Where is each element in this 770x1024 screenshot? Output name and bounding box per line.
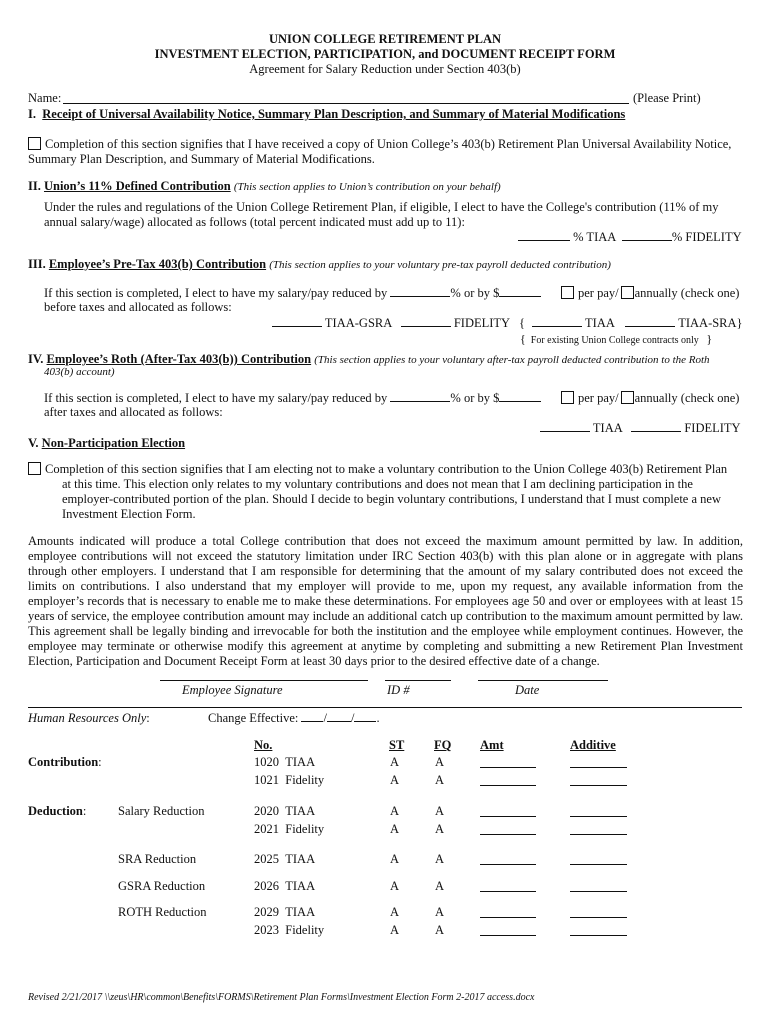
row-st: A xyxy=(390,852,400,866)
row-fq: A xyxy=(435,923,445,937)
section4-heading xyxy=(28,352,710,367)
row-fq: A xyxy=(435,822,445,836)
date-line[interactable] xyxy=(478,680,608,681)
pretax-per-pay-checkbox[interactable] xyxy=(561,286,574,299)
roth-tiaa-label: TIAA xyxy=(592,421,623,435)
table-row xyxy=(254,804,315,819)
section4-note-line2: 403(b) account) xyxy=(44,366,115,378)
section5-text-line3: employer-contributed portion of the plan. Should I decide to begin voluntary contributions, I understand that I must complete a new xyxy=(62,492,721,506)
footnote-text: For existing Union College contracts only xyxy=(530,335,699,346)
footnote-brace-open: { xyxy=(520,332,526,346)
row-st: A xyxy=(390,773,400,787)
form-title-line2: INVESTMENT ELECTION, PARTICIPATION, and DOCUMENT RECEIPT FORM xyxy=(154,47,616,61)
signature-line[interactable] xyxy=(160,680,368,681)
tiaa-sra-label: TIAA-SRA} xyxy=(678,316,743,330)
effective-day-input[interactable] xyxy=(327,711,351,722)
id-line[interactable] xyxy=(385,680,451,681)
row-code: 2021 xyxy=(254,822,279,836)
section3-note: (This section applies to your voluntary pre-tax payroll deducted contribution) xyxy=(269,259,611,271)
pretax-percent-label: % or by $ xyxy=(450,286,500,300)
roth-percent-input[interactable] xyxy=(390,391,450,402)
table-row xyxy=(254,822,324,837)
section5-number: V. xyxy=(28,436,39,450)
section1-heading xyxy=(28,107,625,122)
row-code: 2029 xyxy=(254,905,279,919)
table-row xyxy=(254,879,315,894)
section1-text-line2: Summary Plan Description, and Summary of Material Modifications. xyxy=(28,152,375,166)
table-row xyxy=(254,905,315,920)
row-amt-input[interactable] xyxy=(480,834,536,835)
col-header-amt: Amt xyxy=(480,738,504,752)
row-additive-input[interactable] xyxy=(570,816,627,817)
section2-title: Union’s 11% Defined Contribution xyxy=(43,179,231,193)
section1-checkbox[interactable] xyxy=(28,137,41,150)
name-input-line[interactable] xyxy=(63,103,629,104)
pretax-per-pay-label: per pay/ xyxy=(578,286,619,300)
brace-open: { xyxy=(518,316,525,330)
row-code: 1020 xyxy=(254,755,279,769)
row-code: 2026 xyxy=(254,879,279,893)
section3-heading xyxy=(28,257,611,272)
tiaa-sra-input[interactable] xyxy=(625,316,675,327)
name-label: Name: xyxy=(28,91,62,105)
section4-election-text xyxy=(44,391,541,406)
row-fund: Fidelity xyxy=(285,923,325,937)
row-group-label: Salary Reduction xyxy=(118,804,205,818)
row-additive-input[interactable] xyxy=(570,864,627,865)
row-additive-input[interactable] xyxy=(570,891,627,892)
section1-text-line1: Completion of this section signifies that I have received a copy of Union College’s 403(b) Retirement Plan Universal Availability Notice, xyxy=(45,137,732,151)
pretax-fidelity-input[interactable] xyxy=(401,316,451,327)
pretax-annually-checkbox[interactable] xyxy=(621,286,634,299)
row-amt-input[interactable] xyxy=(480,816,536,817)
effective-month-input[interactable] xyxy=(301,711,323,722)
form-subtitle: Agreement for Salary Reduction under Section 403(b) xyxy=(249,62,521,76)
deduction-label-text: Deduction xyxy=(28,804,83,818)
name-print-hint: (Please Print) xyxy=(633,91,701,105)
date-slash-2: / xyxy=(350,711,355,725)
section1-text xyxy=(28,137,731,152)
roth-annually-checkbox[interactable] xyxy=(621,391,634,404)
section4-allocation xyxy=(540,421,741,436)
row-fund: TIAA xyxy=(285,879,316,893)
effective-year-input[interactable] xyxy=(354,711,376,722)
table-row xyxy=(254,923,324,938)
section1-title: Receipt of Universal Availability Notice, Summary Plan Description, and Summary of Material Modifications xyxy=(42,107,626,121)
id-label: ID # xyxy=(387,683,410,697)
row-st: A xyxy=(390,923,400,937)
section3-frequency xyxy=(561,286,739,301)
row-additive-input[interactable] xyxy=(570,917,627,918)
signature-label: Employee Signature xyxy=(182,683,283,697)
date-slash-1: / xyxy=(323,711,327,725)
roth-per-pay-checkbox[interactable] xyxy=(561,391,574,404)
row-group-label: SRA Reduction xyxy=(118,852,197,866)
pretax-percent-input[interactable] xyxy=(390,286,450,297)
roth-fidelity-label: FIDELITY xyxy=(684,421,741,435)
row-st: A xyxy=(390,822,400,836)
row-amt-input[interactable] xyxy=(480,935,536,936)
tiaa-gsra-input[interactable] xyxy=(272,316,322,327)
roth-fidelity-input[interactable] xyxy=(631,421,681,432)
date-period: . xyxy=(376,711,380,725)
section3-number: III. xyxy=(28,257,46,271)
roth-annually-label: annually (check one) xyxy=(634,391,740,405)
form-title-line1: UNION COLLEGE RETIREMENT PLAN xyxy=(268,32,502,46)
row-additive-input[interactable] xyxy=(570,767,627,768)
table-row xyxy=(254,755,315,770)
section5-title: Non-Participation Election xyxy=(41,436,186,450)
hr-only-label xyxy=(28,711,150,726)
pretax-fidelity-label: FIDELITY xyxy=(453,316,510,330)
section4-election-label: If this section is completed, I elect to have my salary/pay reduced by xyxy=(44,391,388,405)
deduction-colon: : xyxy=(82,804,87,818)
row-amt-input[interactable] xyxy=(480,864,536,865)
section5-text-line2: at this time. This election only relates to my voluntary contributions and does not mean that I am declining participation in the xyxy=(62,477,693,491)
pretax-tiaa-input[interactable] xyxy=(532,316,582,327)
section4-note: (This section applies to your voluntary after-tax payroll deducted contribution to the Roth xyxy=(314,354,710,366)
section5-heading xyxy=(28,436,185,451)
roth-per-pay-label: per pay/ xyxy=(578,391,619,405)
row-additive-input[interactable] xyxy=(570,785,627,786)
contribution-colon: : xyxy=(98,755,102,769)
section4-frequency xyxy=(561,391,739,406)
fidelity-percent-label: % FIDELITY xyxy=(671,230,742,244)
col-header-no: No. xyxy=(254,738,273,752)
section2-number: II. xyxy=(28,179,41,193)
row-fq: A xyxy=(435,804,445,818)
row-additive-input[interactable] xyxy=(570,834,627,835)
section5-text-line1: Completion of this section signifies that I am electing not to make a voluntary contribution to the Union College 403(b) Retirement Plan xyxy=(45,462,728,476)
col-header-fq: FQ xyxy=(434,738,452,752)
section2-allocation xyxy=(518,230,742,245)
row-fund: TIAA xyxy=(285,852,316,866)
row-st: A xyxy=(390,905,400,919)
roth-dollar-input[interactable] xyxy=(499,391,541,402)
fidelity-percent-input[interactable] xyxy=(622,230,672,241)
section3-allocation xyxy=(272,316,743,331)
footnote-brace-close: } xyxy=(706,332,713,346)
section3-election-text xyxy=(44,286,541,301)
row-fq: A xyxy=(435,905,445,919)
section2-text-line1: Under the rules and regulations of the Union College Retirement Plan, if eligible, I elect to have the College's contribution (11% of my xyxy=(44,200,719,214)
section3-election-label: If this section is completed, I elect to have my salary/pay reduced by xyxy=(44,286,388,300)
contribution-label-text: Contribution xyxy=(28,755,99,769)
section5-checkbox[interactable] xyxy=(28,462,41,475)
hr-only-text: Human Resources Only xyxy=(28,711,147,725)
tiaa-percent-input[interactable] xyxy=(518,230,570,241)
section2-note: (This section applies to Union’s contribution on your behalf) xyxy=(233,181,501,193)
section5-text-line4: Investment Election Form. xyxy=(62,507,196,521)
contribution-label xyxy=(28,755,102,770)
pretax-tiaa-label: TIAA xyxy=(585,316,615,330)
deduction-label xyxy=(28,804,86,819)
row-fq: A xyxy=(435,773,445,787)
row-additive-input[interactable] xyxy=(570,935,627,936)
section3-title: Employee’s Pre-Tax 403(b) Contribution xyxy=(48,257,267,271)
change-effective xyxy=(208,711,380,726)
row-group-label: ROTH Reduction xyxy=(118,905,207,919)
row-fund: TIAA xyxy=(285,804,316,818)
row-fq: A xyxy=(435,852,445,866)
row-fund: TIAA xyxy=(285,905,316,919)
row-st: A xyxy=(390,804,400,818)
footer-revision: Revised 2/21/2017 \\zeus\HR\common\Benefits\FORMS\Retirement Plan Forms\Investment Election Form 2-2017 access.docx xyxy=(28,992,535,1003)
section4-text-b: after taxes and allocated as follows: xyxy=(44,405,223,419)
section1-number: I. xyxy=(28,107,36,121)
row-st: A xyxy=(390,879,400,893)
row-group-label: GSRA Reduction xyxy=(118,879,206,893)
agreement-paragraph: Amounts indicated will produce a total College contribution that does not exceed the maximum amount permitted by law. In addition, employee contributions will not exceed the statutory limitation under IRC Section 403(b) with this plan alone or in aggregate with plans through other employers. I understand that I am responsible for determining that the amount of my salary contributed does not exceed the limits on contributions. I also understand that my employer will provide to me, upon my request, any available information from the employer’s records that is necessary to enable me to make these determinations. For employees age 50 and over or employees with at least 15 years of service, the employee contribution amount may include an additional catch up contribution to the maximum amount permitted by law. This agreement shall be legally binding and irrevocable for both the institution and the employee while employment continues. However, the employee may terminate or otherwise modify this agreement at anytime by completing and submitting a new Retirement Plan Investment Election, Participation and Document Receipt Form at least 30 days prior to the desired effective date of a change. xyxy=(28,534,743,668)
tiaa-percent-label: % TIAA xyxy=(573,230,616,244)
hr-divider xyxy=(28,707,742,708)
section4-number: IV. xyxy=(28,352,44,366)
table-row xyxy=(254,773,324,788)
row-fund: TIAA xyxy=(285,755,316,769)
row-st: A xyxy=(390,755,400,769)
row-code: 2023 xyxy=(254,923,279,937)
row-amt-input[interactable] xyxy=(480,891,536,892)
section3-text-b: before taxes and allocated as follows: xyxy=(44,300,232,314)
row-code: 2020 xyxy=(254,804,279,818)
row-code: 2025 xyxy=(254,852,279,866)
row-fund: Fidelity xyxy=(285,773,325,787)
roth-tiaa-input[interactable] xyxy=(540,421,590,432)
row-fq: A xyxy=(435,879,445,893)
section2-heading xyxy=(28,179,501,194)
pretax-dollar-input[interactable] xyxy=(499,286,541,297)
col-header-additive: Additive xyxy=(570,738,616,752)
change-effective-label: Change Effective: xyxy=(208,711,299,725)
section4-title: Employee’s Roth (After-Tax 403(b)) Contribution xyxy=(46,352,312,366)
date-label: Date xyxy=(515,683,540,697)
section3-footnote xyxy=(520,332,712,347)
row-amt-input[interactable] xyxy=(480,785,536,786)
pretax-annually-label: annually (check one) xyxy=(634,286,740,300)
row-amt-input[interactable] xyxy=(480,917,536,918)
hr-only-colon: : xyxy=(146,711,150,725)
section5-text-line1-row xyxy=(28,462,727,477)
tiaa-gsra-label: TIAA-GSRA xyxy=(324,316,392,330)
section2-text-line2: annual salary/wage) allocated as follows (total percent indicated must add up to 11): xyxy=(44,215,465,229)
row-fund: Fidelity xyxy=(285,822,325,836)
row-fq: A xyxy=(435,755,445,769)
row-amt-input[interactable] xyxy=(480,767,536,768)
roth-percent-label: % or by $ xyxy=(450,391,500,405)
col-header-st: ST xyxy=(389,738,405,752)
row-code: 1021 xyxy=(254,773,279,787)
table-row xyxy=(254,852,315,867)
